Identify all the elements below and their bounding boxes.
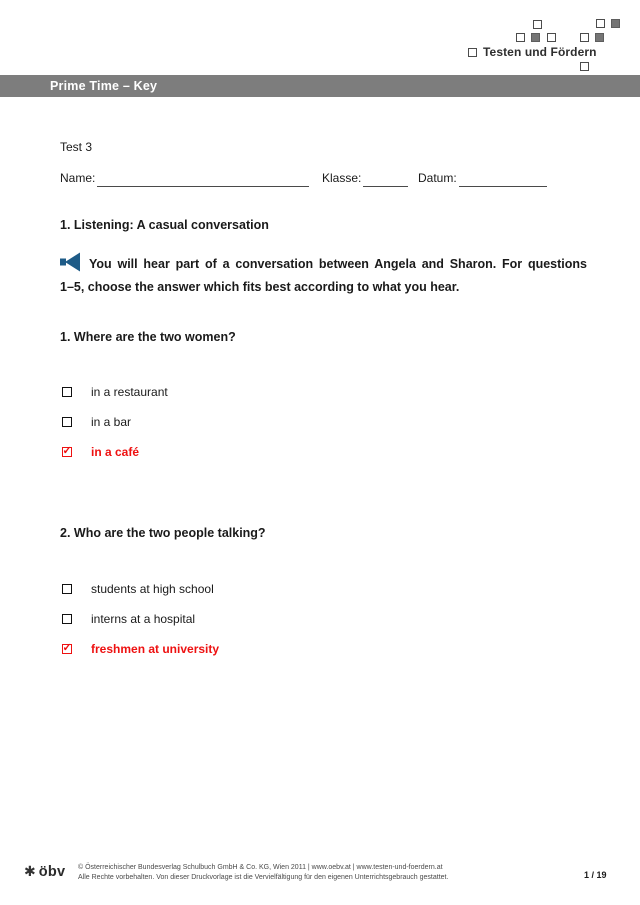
answer-checkbox-checked[interactable] bbox=[62, 447, 72, 457]
section-heading: 1. Listening: A casual conversation bbox=[60, 218, 269, 232]
klasse-fill-line[interactable] bbox=[363, 170, 408, 187]
logo-square-icon bbox=[533, 20, 542, 29]
option-row bbox=[60, 414, 131, 430]
option-row bbox=[60, 384, 168, 400]
option-row bbox=[60, 611, 195, 627]
test-title: Test 3 bbox=[60, 140, 93, 154]
answer-checkbox[interactable] bbox=[62, 614, 72, 624]
page-number: 1 / 19 bbox=[584, 870, 607, 880]
name-label: Name: bbox=[60, 171, 96, 185]
logo-square-icon bbox=[596, 19, 605, 28]
option-row bbox=[60, 641, 219, 657]
header-title: Prime Time – Key bbox=[50, 79, 158, 93]
logo-square-icon bbox=[468, 48, 477, 57]
logo-square-icon bbox=[516, 33, 525, 42]
klasse-label: Klasse: bbox=[322, 171, 362, 185]
answer-checkbox[interactable] bbox=[62, 584, 72, 594]
option-label: interns at a hospital bbox=[91, 612, 196, 626]
speaker-audio-icon bbox=[60, 252, 82, 272]
option-row bbox=[60, 581, 214, 597]
name-fill-line[interactable] bbox=[97, 170, 309, 187]
datum-label: Datum: bbox=[418, 171, 457, 185]
option-label: in a bar bbox=[91, 415, 132, 429]
option-label: students at high school bbox=[91, 582, 214, 596]
answer-checkbox[interactable] bbox=[62, 387, 72, 397]
logo-square-icon bbox=[547, 33, 556, 42]
instructions-line1: You will hear part of a conversation between Angela and Sharon. For questions bbox=[89, 257, 587, 271]
answer-checkbox-checked[interactable] bbox=[62, 644, 72, 654]
answer-checkbox[interactable] bbox=[62, 417, 72, 427]
datum-fill-line[interactable] bbox=[459, 170, 547, 187]
question-1-heading: 1. Where are the two women? bbox=[60, 330, 236, 344]
logo-square-icon bbox=[580, 33, 589, 42]
logo-square-filled-icon bbox=[595, 33, 604, 42]
copyright-line-2: Alle Rechte vorbehalten. Von dieser Druckvorlage ist die Vervielfältigung für den eigenen Unterrichtsgebrauch gestattet. bbox=[78, 874, 449, 881]
instructions-line2: 1–5, choose the answer which fits best according to what you hear. bbox=[60, 280, 460, 294]
header-bar bbox=[0, 75, 640, 97]
logo-square-icon bbox=[580, 62, 589, 71]
oebv-logo-text: öbv bbox=[38, 864, 66, 880]
option-label: in a restaurant bbox=[91, 385, 168, 399]
copyright-text bbox=[78, 863, 478, 883]
correct-answer-label: freshmen at university bbox=[91, 642, 220, 656]
correct-answer-label: in a café bbox=[91, 445, 140, 459]
listening-instructions bbox=[60, 252, 587, 299]
logo-square-filled-icon bbox=[531, 33, 540, 42]
question-2-heading: 2. Who are the two people talking? bbox=[60, 526, 266, 540]
logo-square-filled-icon bbox=[611, 19, 620, 28]
copyright-line-1: © Österreichischer Bundesverlag Schulbuch GmbH & Co. KG, Wien 2011 | www.oebv.at | www.testen-und-foerdern.at bbox=[78, 864, 443, 871]
oebv-asterisk-icon: ✱ bbox=[24, 864, 36, 880]
option-row bbox=[60, 444, 139, 460]
logo-text: Testen und Fördern bbox=[483, 45, 597, 59]
oebv-logo bbox=[24, 863, 65, 881]
